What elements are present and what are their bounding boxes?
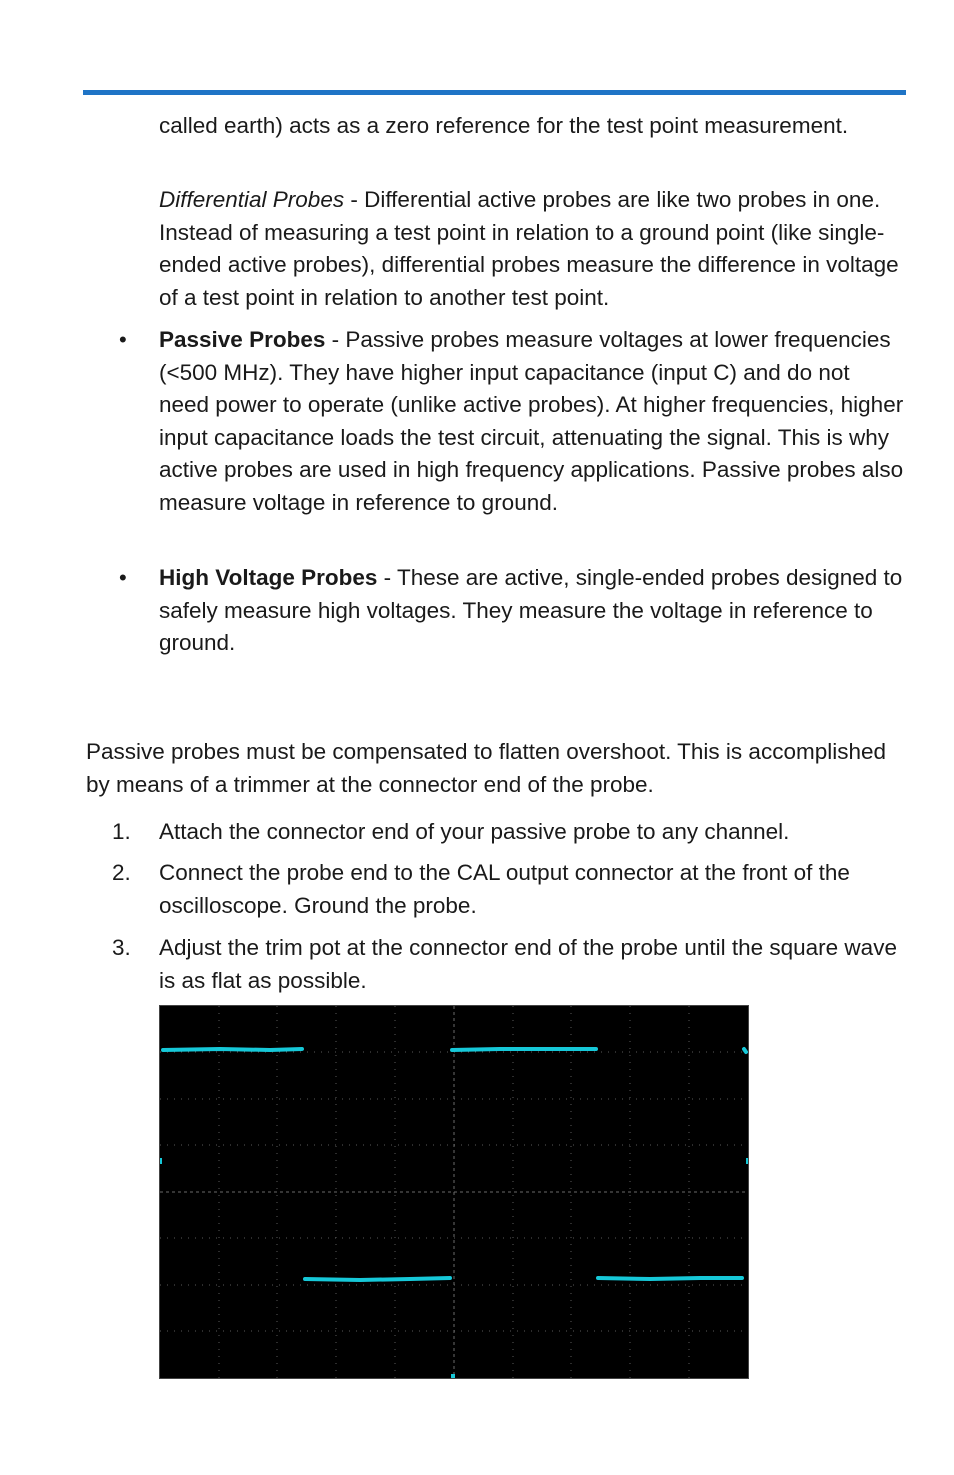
high-voltage-probes-title: High Voltage Probes [159,565,378,590]
step-number: 1. [112,819,131,844]
step-2-text: Connect the probe end to the CAL output connector at the front of the oscilloscope. Ground the probe. [159,860,850,918]
scope-grid [160,1006,748,1378]
step-number: 3. [112,935,131,960]
differential-probes-text: - Differential active probes are like two probes in one. Instead of measuring a test point in relation to a ground point (like single-ended active probes), differential probes measure the difference in voltage of a test point in relation to another test point. [159,187,899,310]
continuation-paragraph: called earth) acts as a zero reference for the test point measurement. [159,113,849,138]
differential-probes-paragraph [159,184,904,314]
passive-probes-item [159,324,904,519]
high-voltage-probes-item [159,562,904,660]
passive-probes-text: - Passive probes measure voltages at lower frequencies (<500 MHz). They have higher input capacitance (input C) and do not need power to operate (unlike active probes). At higher frequencies, higher input capacitance loads the test circuit, attenuating the signal. This is why active probes are used in high frequency applications. Passive probes also measure voltage in reference to ground. [159,327,904,515]
passive-probes-title: Passive Probes [159,327,326,352]
step-number: 2. [112,860,131,885]
step-3-text: Adjust the trim pot at the connector end of the probe until the square wave is as flat as possible. [159,935,897,993]
square-wave-display [160,1006,748,1378]
bullet-marker: • [119,327,127,352]
differential-probes-title: Differential Probes [159,187,345,212]
oscilloscope-screenshot [159,1005,749,1379]
high-voltage-probes-text: - These are active, single-ended probes designed to safely measure high voltages. They measure the voltage in reference to ground. [159,565,903,655]
step-1-text: Attach the connector end of your passive probe to any channel. [159,819,790,844]
header-rule [83,90,906,95]
compensation-intro: Passive probes must be compensated to flatten overshoot. This is accomplished by means of a trimmer at the connector end of the probe. [86,739,887,797]
bullet-marker: • [119,565,127,590]
